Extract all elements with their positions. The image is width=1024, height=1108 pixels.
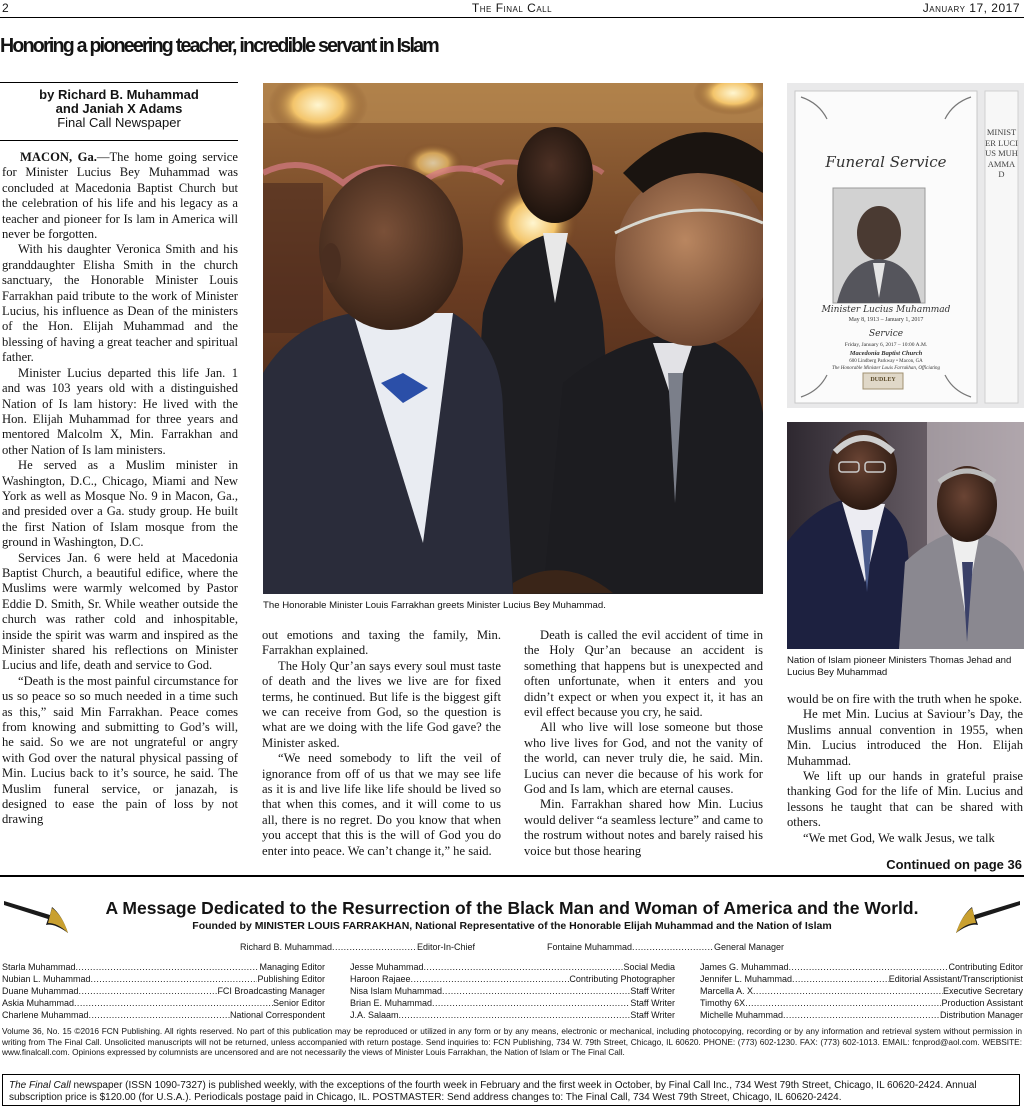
staff-name: Askia Muhammad [2,998,75,1008]
staff-row [700,973,1023,985]
article-column-1 [2,150,238,870]
paragraph: “We need somebody to lift the veil of ignorance from off of us that we may see life as it is and live life like life should be lived so that when this comes, and it will come to us all, there is no regret. Do you know that when you accept that this is the will of God you do enter into peace. We can’t change it,” he said. [262,751,501,858]
staff-role: Social Media [623,962,675,972]
staff-leader-dots [424,961,624,973]
byline [0,88,238,130]
staff-list-2 [350,961,675,1021]
staff-role: Staff Writer [630,1010,675,1020]
staff-name: Jennifer L. Muhammad [700,974,793,984]
staff-leader-dots [745,997,941,1009]
staff-role: Editorial Assistant/Transcriptionist [888,974,1023,984]
staff-role: Distribution Manager [939,1010,1023,1020]
general-manager [547,941,784,953]
paragraph: With his daughter Veronica Smith and his granddaughter Elisha Smith in the church sanctuary, the Honorable Minister Louis Farrakhan paid tribute to the work of Minister Lucius, his influence as Dean of the ministers of the Hon. Elijah Muhammad and the blessing of having a great teacher and spiritual father. [2,242,238,365]
staff-name: Duane Muhammad [2,986,79,996]
continued-jump[interactable]: Continued on page 36 [886,857,1022,872]
main-photo-caption: The Honorable Minister Louis Farrakhan greets Minister Lucius Bey Muhammad. [263,600,606,611]
article-column-2 [262,628,501,873]
staff-role: Managing Editor [259,962,325,972]
paragraph: The Holy Qur’an says every soul must taste of death and the lives we live are for fixed terms, he continued. But life is the biggest gift we can receive from God, so the question is what are we doing with the life God gave? the Minister asked. [262,658,501,750]
staff-name: Starla Muhammad [2,962,76,972]
byline-rule-bottom [0,140,238,141]
paragraph: All who live will lose someone but those who live lives for God, and not the vanity of the world, can never truly die, he said. Min. Lucius can never die because of his work for God and Is lam, which are eternal causes. [524,720,763,797]
staff-row [700,961,1023,973]
paragraph [2,150,238,242]
staff-name: Charlene Muhammad [2,1010,89,1020]
paragraph: Minister Lucius departed this life Jan. 1 and was 103 years old with a distinguished Nation of Is lam history: He lived with the Hon. Elijah Muhammad for three years and mentored Malcolm X, Min. Farrakhan and other Nation of Is lam ministers. [2,365,238,457]
staff-name: Brian E. Muhammad [350,998,433,1008]
staff-leader-dots [789,961,949,973]
staff-leader-dots [89,1009,230,1021]
running-header [0,0,1024,18]
staff-row [2,1009,325,1021]
paragraph-lead-text: —The home going service for Minister Lucius Bey Muhammad was concluded at Macedonia Baptist Church but the celebration of his life and his legacy as a teacher and pioneer for Is lam in America will never be forgotten. [2,150,238,242]
staff-leader-dots [783,1009,940,1021]
staff-name: Timothy 6X [700,998,746,1008]
staff-row [350,985,675,997]
staff-name: J.A. Salaam [350,1010,399,1020]
staff-role: Production Assistant [941,998,1023,1008]
staff-leader-dots [76,961,260,973]
article-column-4 [787,692,1023,856]
staff-leader-dots [91,973,258,985]
staff-row [2,961,325,973]
paragraph: Services Jan. 6 were held at Macedonia Baptist Church, a beautiful edifice, where the Muslims were warmly welcomed by Pastor Eddie D. Smith, Sr. While weather outside the church was rather cold and inhospitable, inside the spirit was warm and inspired as the Minister shared his reflections on Minister Lucius and life, death and service to God. [2,550,238,673]
copyright-notice: Volume 36, No. 15 ©2016 FCN Publishing. All rights reserved. No part of this publication may be reproduced or utilized in any form or by any means, electronic or mechanical, including photocopying, recording or by any information and retrieval system without permission in writing from The Final Call. Unsolicited manuscripts will not be returned, unless accompanied with return postage. Send inquiries to: FCN Publishing, 734 W. 79th Street, Chicago, IL 60620. PHONE: (773) 602-1230. FAX: (773) 602-1013. EMAIL: fcnprod@aol.com. WEBSITE: www.finalcall.com. Opinions expressed by columnists are uncensored and are not necessarily the views of Minister Louis Farrakhan, the Nation of Islam or The Final Call. [2,1026,1022,1057]
issue-date: January 17, 2017 [922,1,1020,15]
funeral-home-logo: DUDLEY [870,377,896,383]
staff-name: Jesse Muhammad [350,962,424,972]
staff-role: Contributing Photographer [569,974,675,984]
masthead-rule [0,875,1024,877]
publication-statement-title: The Final Call [9,1080,71,1091]
program-address: 600 Lindberg Parkway • Macon, GA [849,359,923,364]
staff-list-1 [2,961,325,1021]
staff-name: Haroon Rajaee [350,974,411,984]
staff-role: Contributing Editor [948,962,1023,972]
program-dates: May 8, 1913 – January 1, 2017 [848,317,924,323]
paragraph: would be on fire with the truth when he spoke. [787,692,1023,706]
program-side-text: MINISTER LUCIUS MUHAMMAD [985,127,1018,179]
masthead-banner: A Message Dedicated to the Resurrection of the Black Man and Woman of America and the World. [105,898,919,918]
byline-outlet: Final Call Newspaper [57,115,181,130]
staff-leader-dots [399,1009,631,1021]
editor-in-chief [240,941,475,953]
staff-role: Executive Secretary [942,986,1023,996]
paragraph: He met Min. Lucius at Saviour’s Day, the Muslims annual convention in 1955, when Min. Lucius introduced the Hon. Elijah Muhammad. [787,707,1023,768]
program-when: Friday, January 6, 2017 – 10:00 A.M. [844,342,928,348]
paragraph: We lift up our hands in grateful praise thanking God for the life of Min. Lucius and lessons he taught that can be shared with others. [787,769,1023,830]
byline-author-2: and Janiah X Adams [55,101,183,116]
staff-name: Nubian L. Muhammad [2,974,91,984]
staff-role: National Correspondent [229,1010,325,1020]
staff-leader-dots [74,997,273,1009]
staff-role: General Manager [713,942,784,952]
staff-list-3 [700,961,1023,1021]
staff-leader-dots [792,973,889,985]
staff-leader-dots [753,985,943,997]
staff-name: Nisa Islam Muhammad [350,986,443,996]
ministers-photo [787,422,1024,649]
staff-role: Staff Writer [630,986,675,996]
publication-statement [2,1074,1020,1106]
staff-row [700,985,1023,997]
byline-author-1: by Richard B. Muhammad [39,87,199,102]
staff-name: Richard B. Muhammad [240,942,333,952]
staff-role: Publishing Editor [257,974,325,984]
paragraph: “Death is the most painful circumstance for us so peace so so much needed in a time such as this,” said Min Farrakhan. Peace comes from knowing and submitting to God’s will, he said. So we are not ungrateful or angry with God over the natural physical passing of Min. Lucius back to it’s source, he said. The Muslim funeral service, or janazah, is designed to ease the pain of loss by not drawing [2,673,238,827]
program-title: Funeral Service [825,153,947,171]
staff-role: FCI Broadcasting Manager [217,986,325,996]
staff-role: Staff Writer [630,998,675,1008]
staff-row [2,985,325,997]
publication-statement-text: newspaper (ISSN 1090-7327) is published weekly, with the exceptions of the fourth week in February and the first week in October, by Final Call Inc., 734 West 79th Street, Chicago, IL 60620-2424. Annual subscription price is $120.00 (for U.S.A.). Periodicals postage paid in Chicago, IL. POSTMASTER: Send address changes to: The Final Call, 734 West 79th Street, Chicago, IL 60620-2424. [9,1080,977,1103]
staff-leader-dots [432,997,630,1009]
ministers-photo-caption: Nation of Islam pioneer Ministers Thomas Jehad and Lucius Bey Muhammad [787,655,1012,678]
headline: Honoring a pioneering teacher, incredible servant in Islam [0,35,438,57]
paragraph: out emotions and taxing the family, Min. Farrakhan explained. [262,628,501,658]
program-officiating: The Honorable Minister Louis Farrakhan, Officiating [831,366,941,371]
staff-row [350,1009,675,1021]
staff-row [350,961,675,973]
staff-row [700,1009,1023,1021]
page-number: 2 [2,1,10,15]
staff-leader-dots [411,973,570,985]
staff-row [700,997,1023,1009]
article-column-3 [524,628,763,873]
trumpet-right-icon [952,893,1022,939]
staff-row [2,973,325,985]
staff-leader-dots [442,985,630,997]
staff-role: Editor-In-Chief [416,942,475,952]
staff-name: Michelle Muhammad [700,1010,784,1020]
staff-leader-dots [79,985,218,997]
staff-name: Fontaine Muhammad [547,942,633,952]
staff-name: James G. Muhammad [700,962,789,972]
program-service-label: Service [868,329,904,339]
main-photo [263,83,763,594]
staff-name: Marcella A. X [700,986,754,996]
staff-row [2,997,325,1009]
publication-name: The Final Call [471,1,553,15]
staff-role: Senior Editor [272,998,325,1008]
funeral-program-photo [787,83,1024,408]
staff-row [350,997,675,1009]
dateline: MACON, Ga. [20,150,97,164]
staff-row [350,973,675,985]
masthead-founded: Founded by MINISTER LOUIS FARRAKHAN, National Representative of the Honorable Elijah Muhammad and the Nation of Islam [192,920,832,932]
trumpet-left-icon [2,893,72,939]
program-name: Minister Lucius Muhammad [821,305,951,315]
byline-rule-top [0,82,238,83]
program-church: Macedonia Baptist Church [849,350,923,357]
paragraph: “We met God, We walk Jesus, we talk [803,830,995,845]
paragraph: Death is called the evil accident of time in the Holy Qur’an because an accident is something that happens but is unexpected and often unfortunate, when it enters and you didn’t expect or when you expect it, it has an evil effect because you cry, he said. [524,628,763,720]
paragraph: Min. Farrakhan shared how Min. Lucius would deliver “a seamless lecture” and came to the rostrum without notes and barely raised his voice but those hearing [524,797,763,858]
paragraph: He served as a Muslim minister in Washington, D.C., Chicago, Miami and New York as well as Mosque No. 9 in Macon, Ga., and presided over a Ga. study group. He built the first Nation of Islam mosque from the ground in Washington, D.C. [2,458,238,550]
